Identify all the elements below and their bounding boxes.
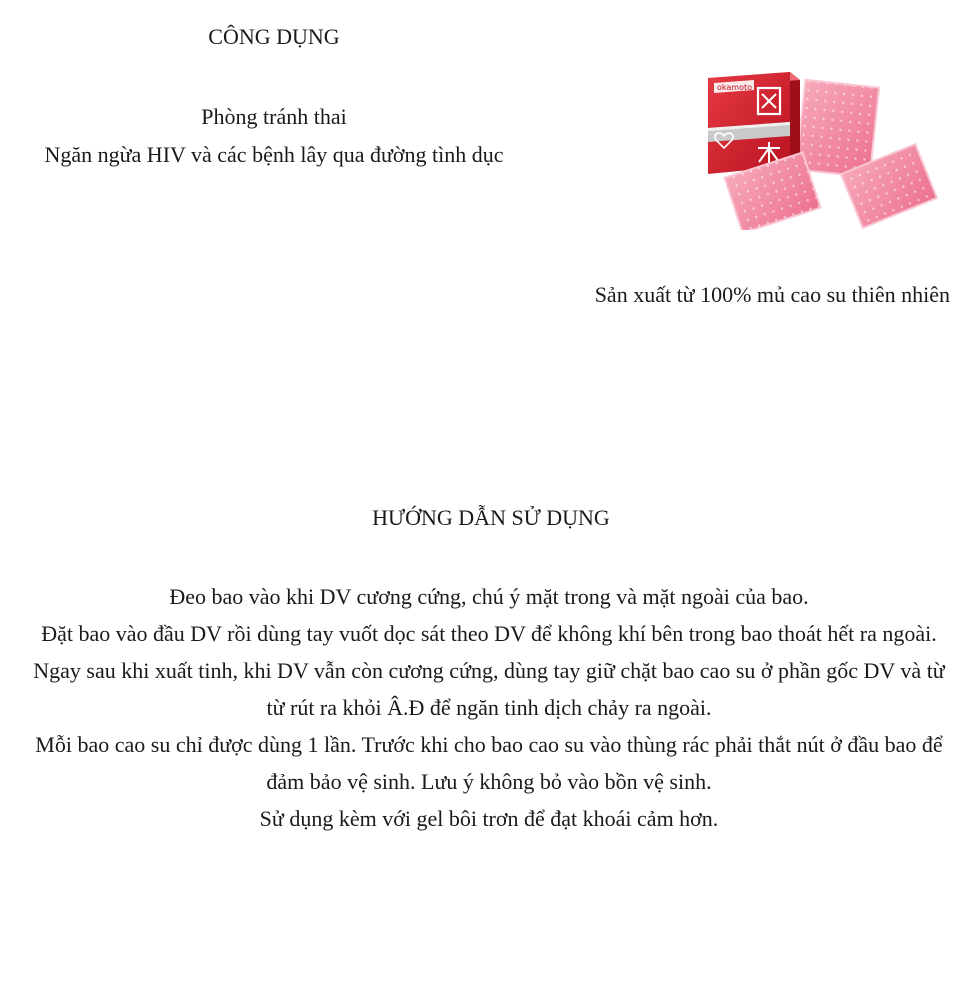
usage-list [24, 578, 954, 837]
usage-step: Đặt bao vào đầu DV rồi dùng tay vuốt dọc sát theo DV để không khí bên trong bao thoát hết ra ngoài. [41, 621, 937, 646]
benefits-heading: CÔNG DỤNG [208, 24, 340, 49]
usage-step: Đeo bao vào khi DV cương cứng, chú ý mặt trong và mặt ngoài của bao. [169, 584, 809, 609]
product-image [702, 64, 944, 230]
benefit-item: Ngăn ngừa HIV và các bệnh lây qua đường tình dục [44, 142, 504, 167]
benefit-item: Phòng tránh thai [201, 104, 347, 129]
usage-step: Ngay sau khi xuất tinh, khi DV vẫn còn cương cứng, dùng tay giữ chặt bao cao su ở phần gốc DV và từ từ rút ra khỏi Â.Đ để ngăn tinh dịch chảy ra ngoài. [33, 658, 945, 720]
material-note: Sản xuất từ 100% mủ cao su thiên nhiên [594, 282, 950, 307]
usage-step: Sử dụng kèm với gel bôi trơn để đạt khoái cảm hơn. [259, 806, 719, 831]
brand-logo-text: okamoto [717, 83, 753, 92]
benefits-list [0, 98, 548, 174]
usage-step: Mỗi bao cao su chỉ được dùng 1 lần. Trước khi cho bao cao su vào thùng rác phải thắt nút ở đầu bao để đảm bảo vệ sinh. Lưu ý không bỏ vào bồn vệ sinh. [35, 732, 943, 794]
wrapper-back [796, 80, 879, 177]
usage-heading: HƯỚNG DẪN SỬ DỤNG [372, 505, 610, 530]
